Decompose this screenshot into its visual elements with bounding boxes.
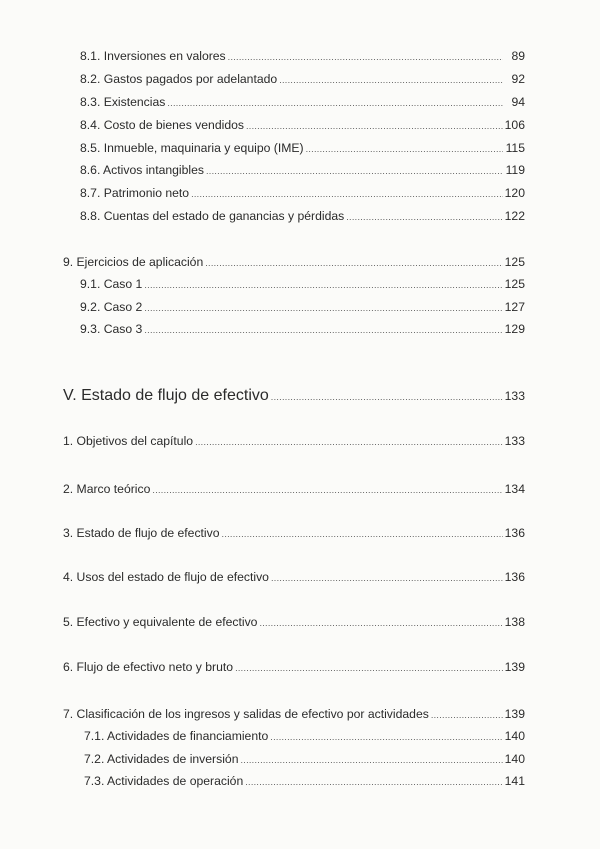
toc-entry-label: 7.2. Actividades de inversión bbox=[84, 752, 239, 766]
toc-entry-label: 8.8. Cuentas del estado de ganancias y pérdidas bbox=[80, 209, 345, 223]
dot-leader bbox=[245, 774, 502, 790]
dot-leader bbox=[191, 186, 503, 202]
dot-leader bbox=[246, 118, 503, 134]
dot-leader bbox=[144, 300, 502, 316]
dot-leader bbox=[152, 482, 502, 498]
toc-entry bbox=[63, 706, 525, 723]
toc-entry bbox=[84, 773, 525, 790]
toc-entry-label: 2. Marco teórico bbox=[63, 482, 151, 496]
dot-leader bbox=[259, 615, 502, 631]
toc-entry-label: 9.3. Caso 3 bbox=[80, 322, 143, 336]
toc-entry-page: 136 bbox=[504, 526, 525, 540]
dot-leader bbox=[167, 95, 503, 111]
toc-entry-label: 8.7. Patrimonio neto bbox=[80, 186, 190, 200]
toc-entry-page: 140 bbox=[504, 752, 525, 766]
toc-entry-label: 9. Ejercicios de aplicación bbox=[63, 255, 204, 269]
toc-entry-page: 115 bbox=[505, 141, 525, 155]
toc-entry bbox=[63, 481, 525, 498]
dot-leader bbox=[279, 72, 503, 88]
dot-leader bbox=[144, 277, 502, 293]
toc-entry-label: 7. Clasificación de los ingresos y salidas de efectivo por actividades bbox=[63, 707, 429, 721]
toc-entry-label: 9.2. Caso 2 bbox=[80, 300, 143, 314]
toc-entry bbox=[80, 208, 525, 225]
dot-leader bbox=[235, 660, 503, 676]
toc-entry-label: 6. Flujo de efectivo neto y bruto bbox=[63, 660, 234, 674]
toc-entry-label: 8.5. Inmueble, maquinaria y equipo (IME) bbox=[80, 141, 304, 155]
toc-entry-page: 92 bbox=[511, 72, 525, 86]
dot-leader bbox=[205, 255, 502, 271]
toc-entry-page: 138 bbox=[504, 615, 525, 629]
toc-entry bbox=[63, 433, 525, 450]
toc-entry-page: 127 bbox=[504, 300, 525, 314]
toc-entry-label: 4. Usos del estado de flujo de efectivo bbox=[63, 570, 269, 584]
toc-entry bbox=[80, 185, 525, 202]
toc-entry-page: 134 bbox=[504, 482, 525, 496]
dot-leader bbox=[228, 49, 503, 65]
toc-entry-label: 8.2. Gastos pagados por adelantado bbox=[80, 72, 278, 86]
toc-entry-page: 141 bbox=[504, 774, 525, 788]
toc-entry bbox=[80, 48, 525, 65]
toc-entry-page: 136 bbox=[504, 570, 525, 584]
toc-entry bbox=[80, 299, 525, 316]
toc-entry-page: 139 bbox=[504, 707, 525, 721]
toc-entry-page: 89 bbox=[511, 49, 525, 63]
toc-entry-page: 122 bbox=[504, 209, 525, 223]
toc-entry bbox=[63, 614, 525, 631]
dot-leader bbox=[306, 141, 503, 157]
toc-entry bbox=[63, 525, 525, 542]
dot-leader bbox=[346, 209, 502, 225]
toc-entry bbox=[80, 321, 525, 338]
toc-entry-page: 125 bbox=[504, 277, 525, 291]
dot-leader bbox=[271, 387, 503, 407]
toc-entry-label: 7.3. Actividades de operación bbox=[84, 774, 244, 788]
toc-entry-page: 119 bbox=[505, 163, 525, 177]
toc-entry-label: 8.3. Existencias bbox=[80, 95, 166, 109]
toc-entry-page: 125 bbox=[504, 255, 525, 269]
toc-entry bbox=[80, 94, 525, 111]
toc-entry bbox=[80, 162, 525, 179]
toc-entry-page: 140 bbox=[504, 729, 525, 743]
dot-leader bbox=[240, 752, 502, 768]
toc-entry-page: 133 bbox=[504, 434, 525, 448]
toc-entry bbox=[80, 276, 525, 293]
dot-leader bbox=[144, 322, 502, 338]
toc-entry-page: 94 bbox=[511, 95, 525, 109]
toc-entry bbox=[84, 751, 525, 768]
toc-entry-label: 5. Efectivo y equivalente de efectivo bbox=[63, 615, 258, 629]
toc-entry-page: 139 bbox=[504, 660, 525, 674]
toc-entry bbox=[63, 254, 525, 271]
toc-entry-page: 120 bbox=[504, 186, 525, 200]
toc-chapter-entry bbox=[63, 386, 525, 407]
toc-entry bbox=[63, 659, 525, 676]
toc-entry-label: 1. Objetivos del capítulo bbox=[63, 434, 194, 448]
dot-leader bbox=[206, 163, 503, 179]
toc-entry bbox=[80, 140, 525, 157]
toc-entry-label: 3. Estado de flujo de efectivo bbox=[63, 526, 220, 540]
toc-entry-label: 8.6. Activos intangibles bbox=[80, 163, 204, 177]
dot-leader bbox=[270, 729, 502, 745]
toc-entry-label: 8.4. Costo de bienes vendidos bbox=[80, 118, 244, 132]
toc-entry-label: 9.1. Caso 1 bbox=[80, 277, 143, 291]
dot-leader bbox=[431, 707, 503, 723]
toc-entry-label: 7.1. Actividades de financiamiento bbox=[84, 729, 269, 743]
toc-entry bbox=[80, 71, 525, 88]
toc-entry bbox=[80, 117, 525, 134]
dot-leader bbox=[271, 570, 503, 586]
toc-chapter-label: V. Estado de flujo de efectivo bbox=[63, 387, 269, 404]
toc-entry-page: 106 bbox=[504, 118, 525, 132]
toc-chapter-page: 133 bbox=[504, 389, 525, 403]
dot-leader bbox=[195, 434, 503, 450]
toc-entry-label: 8.1. Inversiones en valores bbox=[80, 49, 226, 63]
toc-entry bbox=[63, 569, 525, 586]
toc-entry bbox=[84, 728, 525, 745]
toc-entry-page: 129 bbox=[504, 322, 525, 336]
dot-leader bbox=[222, 526, 503, 542]
